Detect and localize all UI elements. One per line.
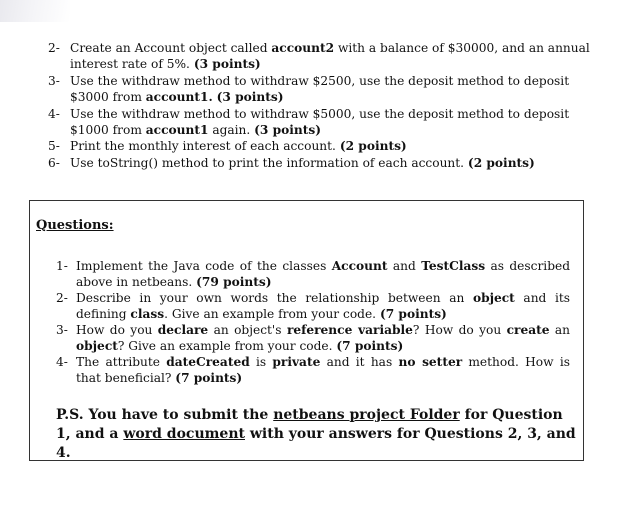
ps-mid: for Question 1, and a bbox=[56, 407, 563, 442]
question-bold-text: class bbox=[130, 307, 165, 321]
task-number: 4- bbox=[48, 106, 60, 121]
question-bold-text: (7 points) bbox=[175, 371, 243, 385]
ps-netbeans-folder: netbeans project Folder bbox=[273, 407, 460, 423]
question-bold-text: TestClass bbox=[421, 259, 486, 273]
task-text bbox=[70, 73, 596, 106]
question-text-run: is bbox=[249, 355, 273, 369]
question-bold-text: (79 points) bbox=[196, 275, 272, 289]
task-item bbox=[48, 155, 596, 171]
question-text-run: and its defining bbox=[76, 291, 571, 321]
task-text bbox=[70, 155, 596, 171]
question-text-run: an object's bbox=[208, 323, 287, 337]
task-text-run: Print the monthly interest of each account. bbox=[70, 139, 340, 154]
task-text-run: Use toString() method to print the information of each account. bbox=[70, 155, 468, 170]
task-item bbox=[48, 138, 596, 154]
question-text-run: The attribute bbox=[76, 355, 167, 369]
questions-title: Questions: bbox=[36, 218, 114, 233]
ps-note bbox=[56, 406, 576, 463]
question-text bbox=[76, 290, 570, 322]
question-bold-text: private bbox=[272, 355, 321, 369]
question-number: 1- bbox=[56, 259, 68, 273]
question-text-run: How do you bbox=[76, 323, 158, 337]
task-number: 3- bbox=[48, 73, 60, 88]
task-text bbox=[70, 106, 596, 139]
question-bold-text: Account bbox=[331, 259, 388, 273]
question-text-run: an bbox=[549, 323, 571, 337]
question-number: 4- bbox=[56, 355, 68, 369]
task-bold-text: account2 bbox=[271, 41, 335, 55]
ps-lead: P.S. You have to submit the bbox=[56, 407, 274, 423]
task-item bbox=[48, 40, 596, 73]
task-item bbox=[48, 106, 596, 139]
questions-box bbox=[29, 200, 584, 461]
question-bold-text: reference variable bbox=[286, 323, 413, 337]
question-text-run: ? Give an example from your code. bbox=[117, 339, 337, 353]
question-text-run: and bbox=[387, 259, 422, 273]
question-bold-text: object bbox=[472, 291, 515, 305]
question-text-run: ? How do you bbox=[412, 323, 507, 337]
question-text-run: Describe in your own words the relationship between an bbox=[76, 291, 473, 305]
question-item bbox=[56, 290, 570, 322]
question-item bbox=[56, 322, 570, 354]
task-number: 2- bbox=[48, 41, 60, 55]
question-bold-text: dateCreated bbox=[166, 355, 250, 369]
task-bold-text: (3 points) bbox=[216, 90, 284, 105]
question-text bbox=[76, 322, 570, 354]
task-bold-text: (3 points) bbox=[193, 57, 261, 72]
question-item bbox=[56, 354, 570, 386]
question-bold-text: create bbox=[506, 323, 550, 337]
task-item bbox=[48, 73, 596, 106]
question-bold-text: object bbox=[76, 339, 118, 353]
question-number: 2- bbox=[56, 291, 68, 305]
question-text bbox=[76, 354, 570, 386]
question-bold-text: (7 points) bbox=[379, 307, 447, 321]
task-bold-text: account1. bbox=[145, 90, 213, 105]
task-text-run: Create an Account object called bbox=[70, 41, 272, 55]
question-number: 3- bbox=[56, 323, 68, 337]
task-text bbox=[70, 138, 596, 154]
task-list bbox=[48, 40, 596, 171]
task-bold-text: (3 points) bbox=[254, 123, 322, 138]
question-text-run: method. How is that beneficial? bbox=[76, 355, 570, 385]
task-bold-text: (2 points) bbox=[339, 139, 407, 154]
task-text-run: with a balance of $30000, and an annual interest rate of 5%. bbox=[70, 41, 590, 72]
task-text-run: Use the withdraw method to withdraw $5000, use the deposit method to deposit $1000 from bbox=[70, 106, 570, 138]
questions-list bbox=[56, 258, 570, 386]
question-bold-text: declare bbox=[157, 323, 209, 337]
task-number: 5- bbox=[48, 139, 60, 154]
question-item bbox=[56, 258, 570, 290]
scan-corner-shade bbox=[0, 0, 70, 22]
task-text-run: again. bbox=[208, 123, 255, 138]
question-text bbox=[76, 258, 570, 290]
question-text-run: and it has bbox=[320, 355, 399, 369]
task-bold-text: account1 bbox=[145, 123, 209, 138]
task-text bbox=[70, 40, 596, 73]
question-bold-text: no setter bbox=[398, 355, 463, 369]
ps-word-document: word document bbox=[123, 426, 245, 442]
task-text-run: Use the withdraw method to withdraw $2500, use the deposit method to deposit $3000 from bbox=[70, 73, 570, 105]
question-text-run: as described above in netbeans. bbox=[76, 259, 571, 289]
question-text-run: . Give an example from your code. bbox=[164, 307, 380, 321]
question-bold-text: (7 points) bbox=[336, 339, 404, 353]
ps-tail: with your answers for Questions 2, 3, and 4. bbox=[56, 426, 576, 461]
task-number: 6- bbox=[48, 155, 60, 170]
question-text-run: Implement the Java code of the classes bbox=[76, 259, 332, 273]
task-bold-text: (2 points) bbox=[467, 155, 535, 170]
